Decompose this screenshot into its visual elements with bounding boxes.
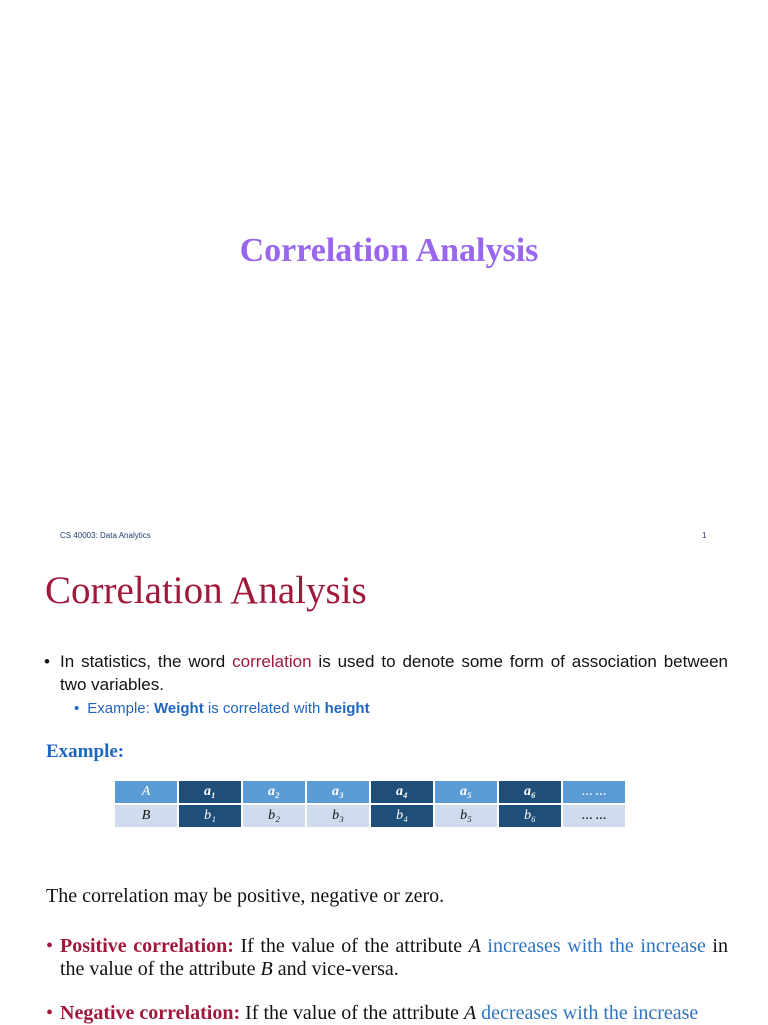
table-cell: A	[114, 780, 178, 804]
table-cell: b₄	[370, 804, 434, 828]
table-cell: b₆	[498, 804, 562, 828]
section-title: Correlation Analysis	[45, 569, 367, 612]
table-row-a	[114, 780, 626, 804]
positive-label: Positive correlation:	[60, 935, 234, 957]
table-cell: a₂	[242, 780, 306, 804]
bullet-negative-correlation: • Negative correlation: If the value of the attribute A decreases with the increase	[46, 1002, 699, 1024]
table-cell: b₅	[434, 804, 498, 828]
table-cell: b₂	[242, 804, 306, 828]
table-cell: … …	[562, 780, 626, 804]
intro-text: The correlation may be positive, negative or zero.	[46, 885, 445, 907]
table-cell: a₅	[434, 780, 498, 804]
bullet-definition: • In statistics, the word correlation is used to denote some form of association between two variables.	[44, 652, 728, 694]
table-cell: a₁	[178, 780, 242, 804]
table-cell: B	[114, 804, 178, 828]
term-weight: Weight	[153, 700, 204, 717]
page-number: 1	[702, 531, 707, 540]
attribute-table	[113, 779, 627, 829]
table-row-b	[114, 804, 626, 828]
bullet-positive-correlation: • Positive correlation: If the value of the attribute A increases with the increase in the value of the attribute B and vice-versa.	[46, 935, 728, 980]
negative-highlight: decreases with the increase	[481, 1002, 699, 1024]
slide-title: Correlation Analysis	[239, 232, 539, 269]
bullet-example: • Example: Weight is correlated with height	[74, 700, 370, 717]
positive-highlight: increases with the increase	[487, 935, 706, 957]
table-cell: a₄	[370, 780, 434, 804]
bullet-dot: •	[46, 935, 54, 957]
term-height: height	[324, 700, 370, 717]
slide-footer	[0, 530, 768, 544]
table-cell: a₃	[306, 780, 370, 804]
table-cell: a₆	[498, 780, 562, 804]
bullet-dot: •	[46, 1002, 54, 1024]
example-label: Example:	[46, 741, 125, 762]
bullet-dot: •	[44, 652, 50, 671]
course-label: CS 40003: Data Analytics	[60, 531, 151, 540]
negative-label: Negative correlation:	[60, 1002, 241, 1024]
bullet-dot: •	[74, 700, 80, 717]
table-cell: … …	[562, 804, 626, 828]
term-correlation: correlation	[232, 652, 312, 671]
table-cell: b₃	[306, 804, 370, 828]
table-cell: b₁	[178, 804, 242, 828]
